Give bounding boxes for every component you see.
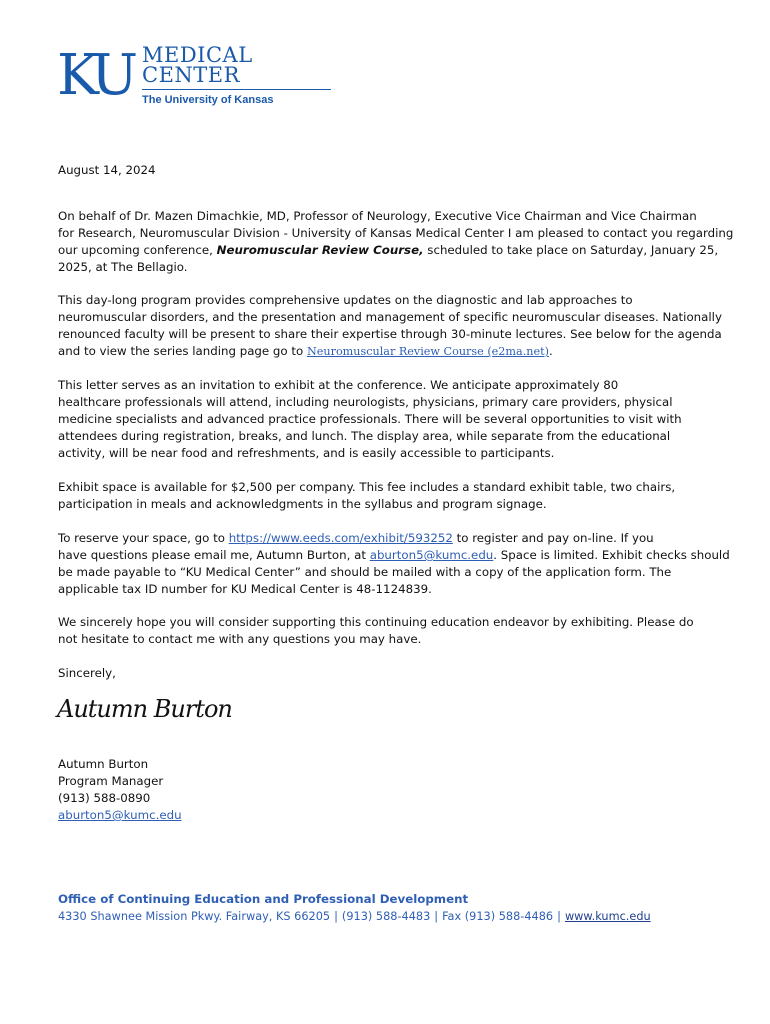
footer-phone: (913) 588-4483: [341, 910, 431, 923]
footer-separator: |: [434, 910, 439, 923]
text-line: This day-long program provides comprehensive updates on the diagnostic and lab approaches to: [58, 293, 633, 307]
footer-office-name: Office of Continuing Education and Professional Development: [58, 892, 469, 906]
handwritten-signature: [57, 695, 232, 735]
text-segment: . Space is limited. Exhibit checks should: [493, 548, 730, 562]
signer-phone: (913) 588-0890: [58, 791, 151, 805]
text-line: participation in meals and acknowledgments in the syllabus and program signage.: [58, 497, 547, 511]
paragraph-invitation: [58, 377, 713, 462]
text-line: renounced faculty will be present to share their expertise through 30-minute lectures. See below for the agenda: [58, 327, 722, 341]
text-line: This letter serves as an invitation to exhibit at the conference. We anticipate approximately 80: [58, 378, 619, 392]
paragraph-intro: [58, 208, 734, 276]
footer-website-link[interactable]: www.kumc.edu: [564, 910, 651, 923]
text-line: [58, 547, 730, 564]
text-segment: and to view the series landing page go to: [58, 344, 307, 358]
footer-contact-line: [58, 910, 651, 923]
signer-block: [58, 756, 713, 824]
text-line: not hesitate to contact me with any questions you may have.: [58, 632, 422, 646]
exhibit-registration-link[interactable]: https://www.eeds.com/exhibit/593252: [228, 531, 453, 545]
footer-separator: |: [334, 910, 338, 923]
letter-date: August 14, 2024: [58, 163, 156, 177]
text-line: [58, 343, 713, 360]
signer-title: Program Manager: [58, 774, 164, 788]
text-line: for Research, Neuromuscular Division - University of Kansas Medical Center I am pleased to contact you regarding: [58, 226, 734, 240]
footer-address: 4330 Shawnee Mission Pkwy. Fairway, KS 66205: [58, 910, 331, 923]
paragraph-exhibit-fee: [58, 479, 713, 513]
logo-mark-text: KU: [57, 44, 133, 102]
text-line: activity, will be near food and refreshments, and is easily accessible to participants.: [58, 446, 555, 460]
footer-fax: Fax (913) 588-4486: [442, 910, 554, 923]
ku-logo-mark-icon: [57, 44, 139, 102]
text-segment: have questions please email me, Autumn Burton, at: [58, 548, 370, 562]
paragraph-closing: [58, 614, 713, 648]
text-segment: our upcoming conference,: [58, 243, 217, 257]
text-segment: scheduled to take place on Saturday, January 25,: [423, 243, 719, 257]
course-landing-page-link[interactable]: Neuromuscular Review Course (e2ma.net): [306, 345, 549, 358]
signer-email-link[interactable]: aburton5@kumc.edu: [58, 808, 182, 822]
text-line: We sincerely hope you will consider supporting this continuing education endeavor by exhibiting. Please do: [58, 615, 694, 629]
text-line: applicable tax ID number for KU Medical Center is 48-1124839.: [58, 582, 432, 596]
footer-separator: |: [557, 910, 561, 923]
text-line: healthcare professionals will attend, including neurologists, physicians, primary care providers, physical: [58, 395, 673, 409]
course-name: Neuromuscular Review Course,: [216, 243, 424, 257]
ku-medical-center-logo: [57, 44, 277, 110]
text-segment: To reserve your space, go to: [58, 531, 229, 545]
text-segment: .: [548, 344, 553, 358]
text-line: attendees during registration, breaks, and lunch. The display area, while separate from the educational: [58, 429, 671, 443]
signer-name: Autumn Burton: [58, 757, 149, 771]
text-line: neuromuscular disorders, and the presentation and management of specific neuromuscular diseases. Nationally: [58, 310, 722, 324]
email-link[interactable]: aburton5@kumc.edu: [369, 548, 494, 562]
paragraph-program: [58, 292, 722, 360]
logo-line-center: CENTER: [142, 63, 240, 87]
text-line: [58, 242, 719, 259]
text-segment: to register and pay on-line. If you: [452, 531, 654, 545]
text-line: 2025, at The Bellagio.: [58, 260, 188, 274]
logo-university: The University of Kansas: [142, 94, 274, 106]
text-line: be made payable to “KU Medical Center” and should be mailed with a copy of the application form. The: [58, 565, 672, 579]
signature-script: Autumn Burton: [57, 695, 232, 723]
closing-salutation: Sincerely,: [58, 666, 116, 680]
paragraph-reserve: [58, 530, 730, 598]
logo-line-medical: MEDICAL: [142, 43, 253, 67]
text-line: On behalf of Dr. Mazen Dimachkie, MD, Professor of Neurology, Executive Vice Chairman and Vice Chairman: [58, 209, 697, 223]
text-line: Exhibit space is available for $2,500 per company. This fee includes a standard exhibit table, two chairs,: [58, 480, 676, 494]
text-line: medicine specialists and advanced practice professionals. There will be several opportunities to visit with: [58, 412, 682, 426]
logo-divider: [142, 89, 331, 90]
text-line: [58, 530, 713, 547]
